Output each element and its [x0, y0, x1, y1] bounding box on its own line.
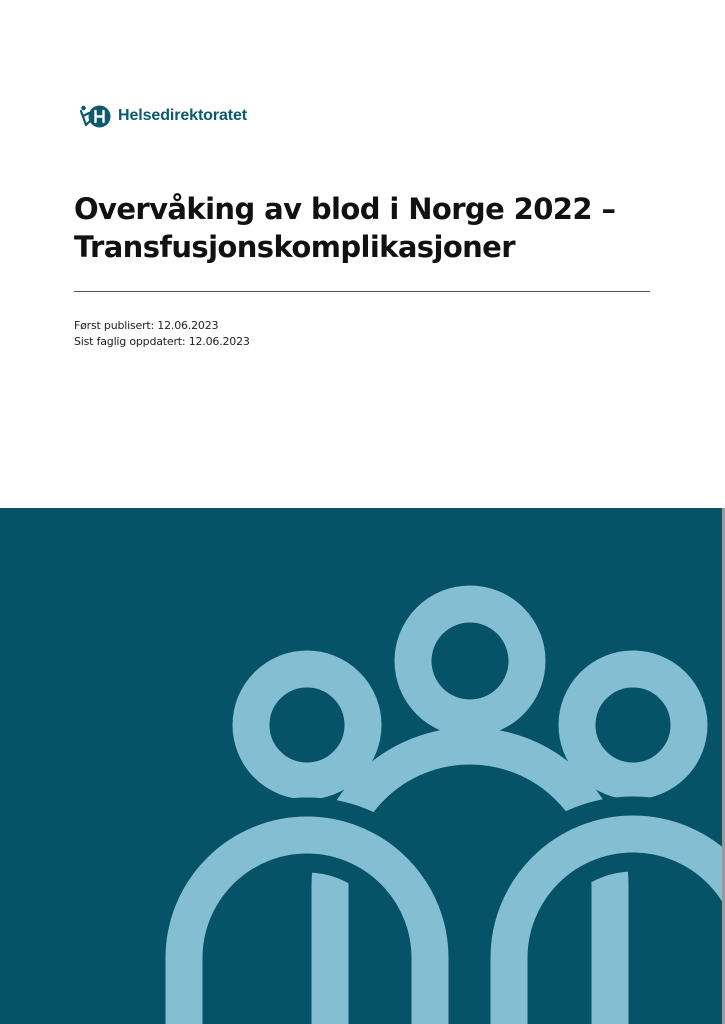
logo — [80, 104, 247, 128]
left-person-head — [251, 669, 363, 781]
people-group-illustration — [0, 508, 722, 1024]
title-divider — [74, 291, 650, 292]
helsedirektoratet-logo-icon — [80, 104, 112, 128]
center-person-head — [413, 604, 527, 718]
cover-illustration-panel — [0, 508, 722, 1024]
right-person-head — [577, 669, 689, 781]
title-line-1: Overvåking av blod i Norge 2022 – — [74, 192, 616, 226]
title-line-2: Transfusjonskomplikasjoner — [74, 230, 515, 264]
last-updated: Sist faglig oppdatert: 12.06.2023 — [74, 335, 250, 348]
publication-info — [74, 318, 250, 350]
logo-text: Helsedirektoratet — [118, 107, 248, 124]
first-published: Først publisert: 12.06.2023 — [74, 319, 219, 332]
document-title — [74, 190, 654, 266]
